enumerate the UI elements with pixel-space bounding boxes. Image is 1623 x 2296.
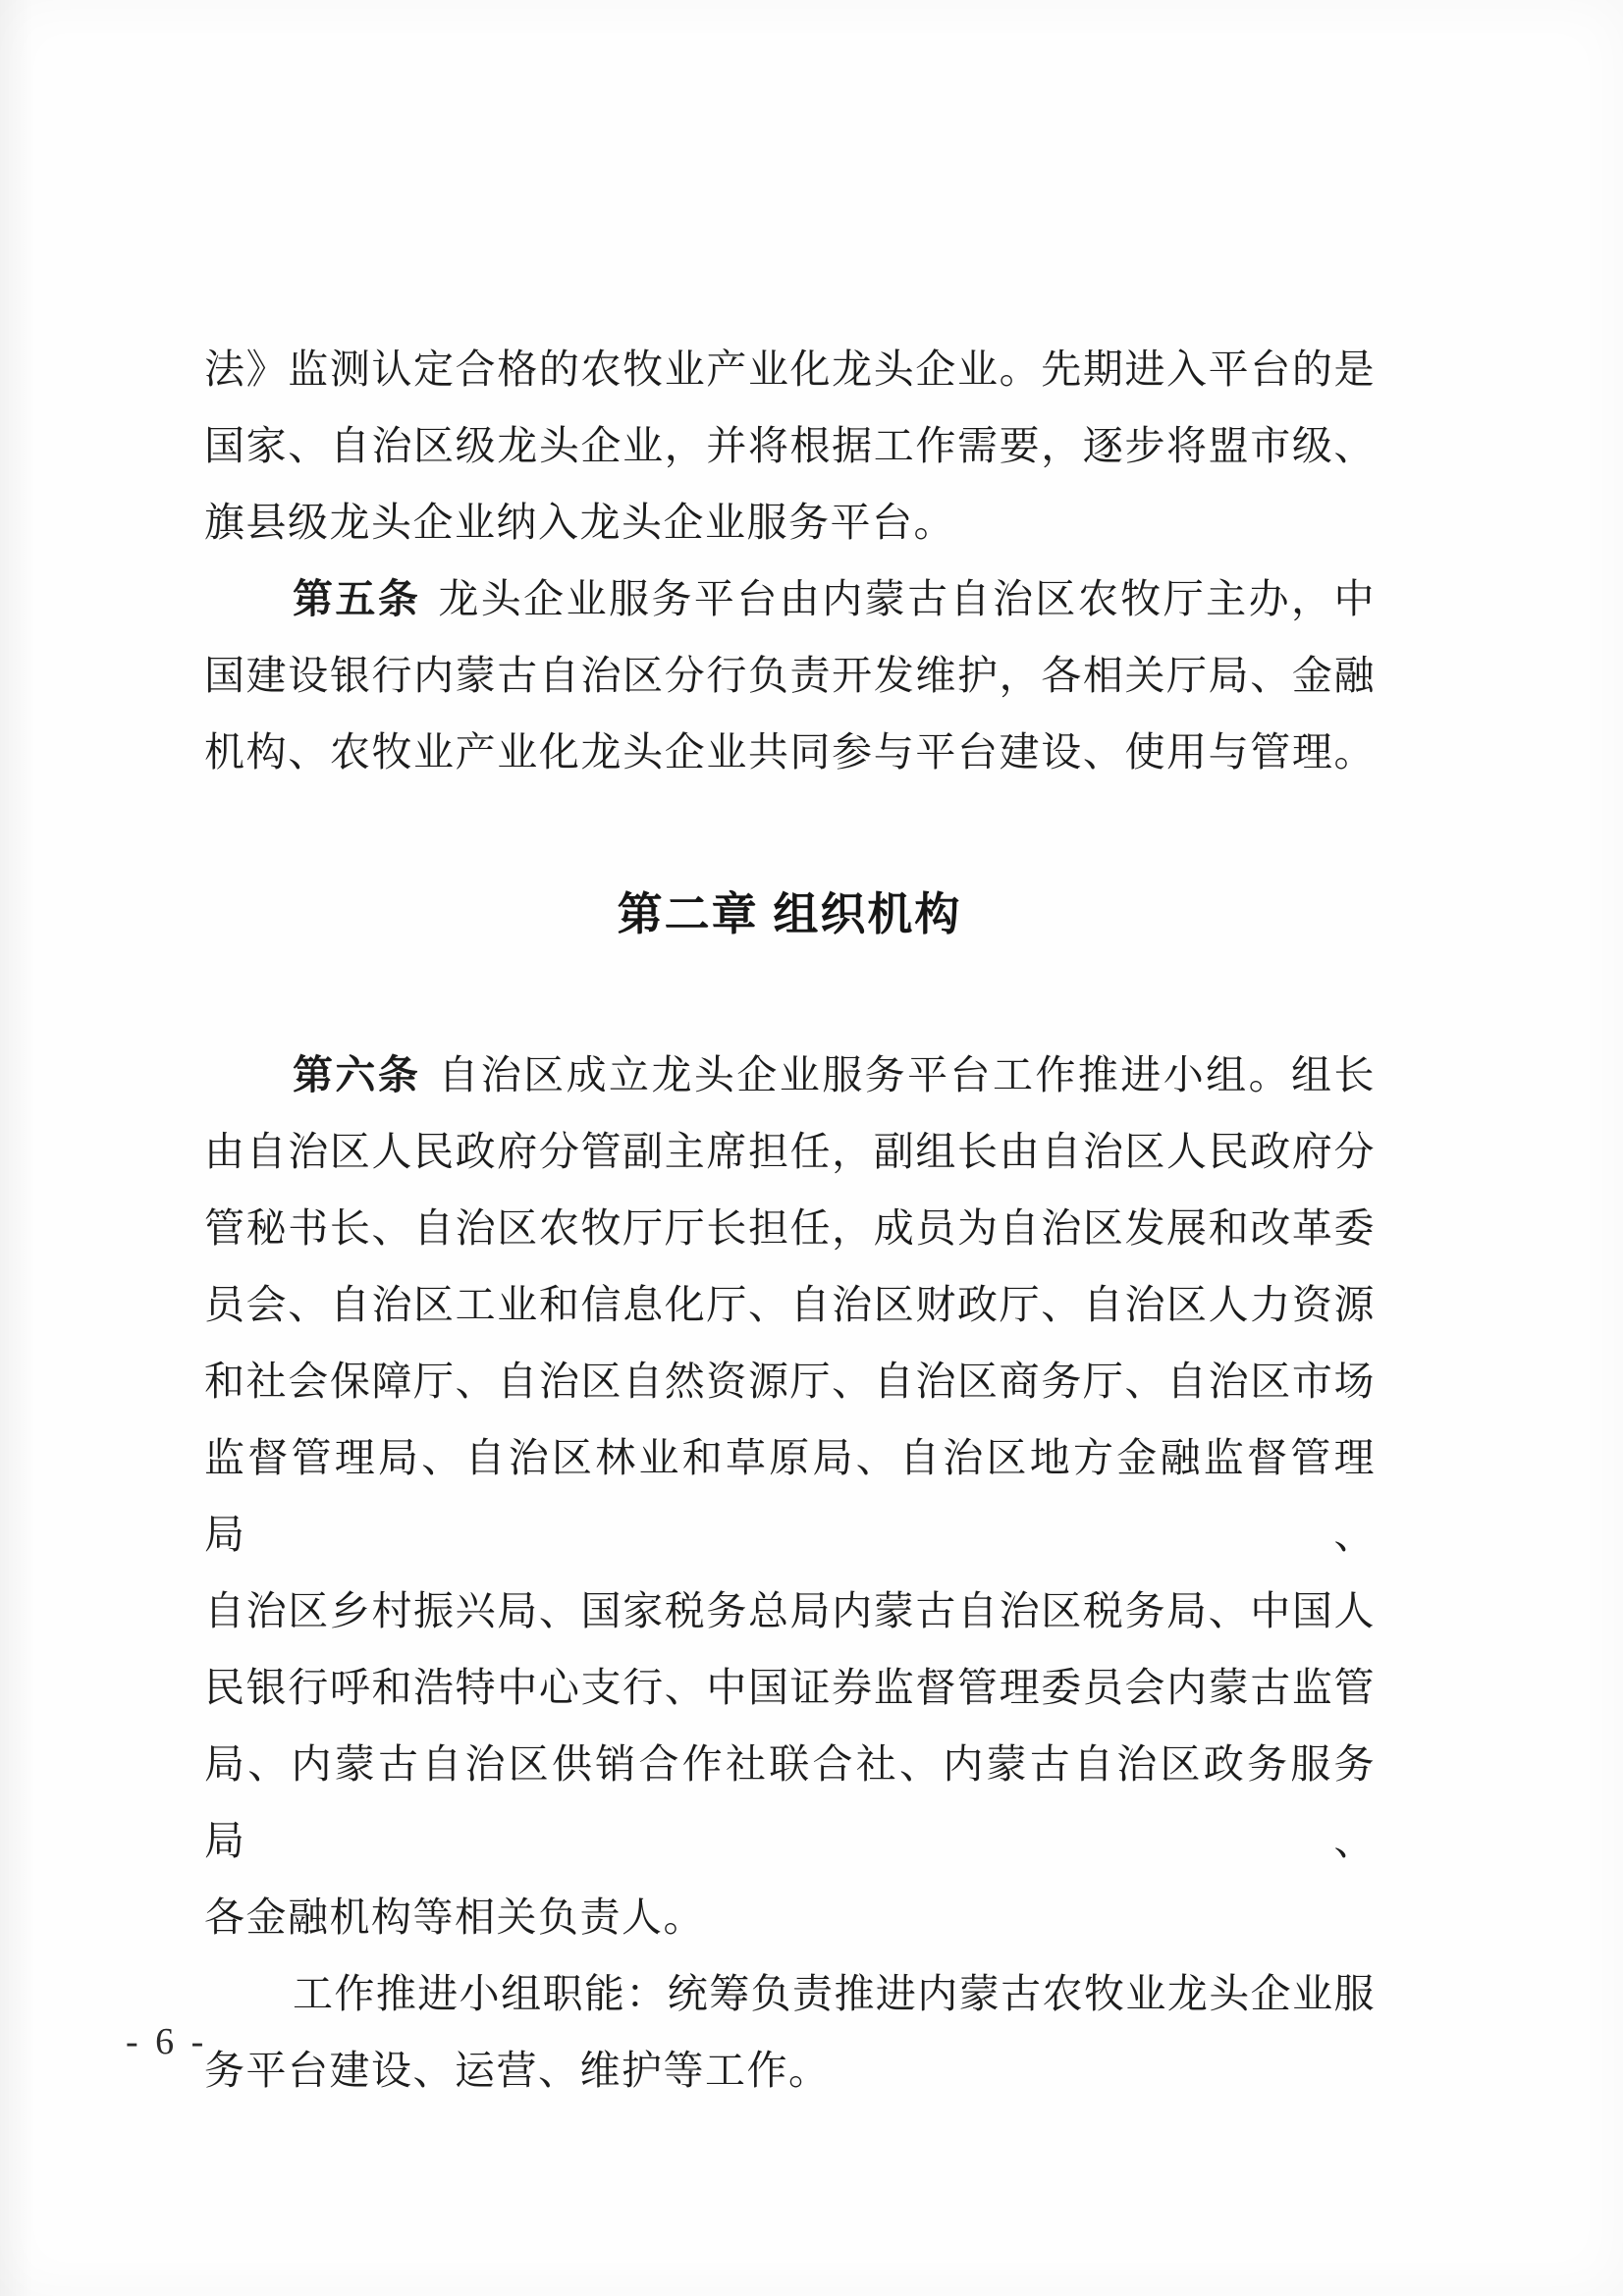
- page-number: - 6 -: [126, 2021, 208, 2062]
- body-text-lower: [204, 1037, 1375, 2109]
- chapter-heading: 第二章 组织机构: [617, 888, 962, 939]
- paragraph-line: 民银行呼和浩特中心支行、中国证券监督管理委员会内蒙古监管: [204, 1665, 1375, 1710]
- paragraph-line: 务平台建设、运营、维护等工作。: [204, 2048, 831, 2093]
- article-5-number: 第五条: [293, 576, 421, 621]
- scan-edge-shading: [0, 0, 33, 2296]
- article-5-first-line: [204, 561, 1375, 637]
- article-6-text: 自治区成立龙头企业服务平台工作推进小组。组长: [438, 1052, 1375, 1097]
- paragraph-line: 和社会保障厅、自治区自然资源厅、自治区商务厅、自治区市场: [204, 1359, 1375, 1404]
- paragraph-line: 法》监测认定合格的农牧业产业化龙头企业。先期进入平台的是: [204, 347, 1375, 392]
- paragraph-line: 各金融机构等相关负责人。: [204, 1895, 705, 1940]
- paragraph-line: 国建设银行内蒙古自治区分行负责开发维护，各相关厅局、金融: [204, 653, 1375, 698]
- paragraph-line: 员会、自治区工业和信息化厅、自治区财政厅、自治区人力资源: [204, 1282, 1375, 1327]
- article-6-number: 第六条: [293, 1052, 421, 1097]
- body-text-upper: [204, 331, 1375, 790]
- paragraph-line: 国家、自治区级龙头企业，并将根据工作需要，逐步将盟市级、: [204, 423, 1375, 468]
- article-6-first-line: [204, 1037, 1375, 1113]
- paragraph-line: 由自治区人民政府分管副主席担任，副组长由自治区人民政府分: [204, 1129, 1375, 1174]
- paragraph-line: 自治区乡村振兴局、国家税务总局内蒙古自治区税务局、中国人: [204, 1588, 1375, 1633]
- paragraph-line: 机构、农牧业产业化龙头企业共同参与平台建设、使用与管理。: [204, 729, 1375, 774]
- paragraph-line: 局、内蒙古自治区供销合作社联合社、内蒙古自治区政务服务局、: [204, 1741, 1375, 1863]
- paragraph-line: 工作推进小组职能：统筹负责推进内蒙古农牧业龙头企业服: [293, 1971, 1375, 2016]
- paragraph-line: 管秘书长、自治区农牧厅厅长担任，成员为自治区发展和改革委: [204, 1205, 1375, 1251]
- paragraph-line: 监督管理局、自治区林业和草原局、自治区地方金融监督管理局、: [204, 1435, 1375, 1557]
- paragraph-line: 旗县级龙头企业纳入龙头企业服务平台。: [204, 500, 955, 545]
- article-5-text: 龙头企业服务平台由内蒙古自治区农牧厅主办，中: [438, 576, 1375, 621]
